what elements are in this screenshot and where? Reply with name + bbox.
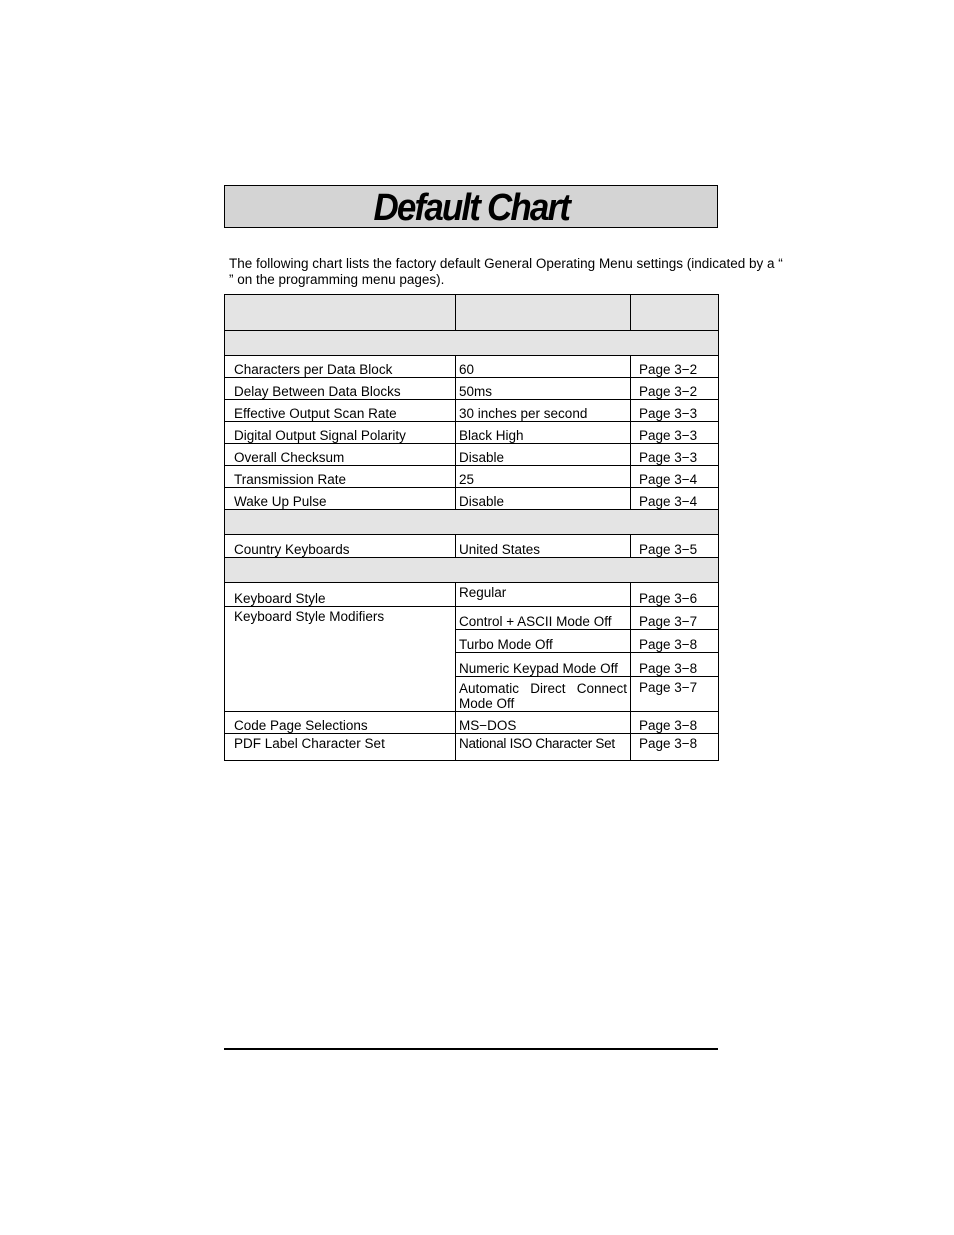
setting-value: Turbo Mode Off (456, 630, 631, 653)
setting-name: PDF Label Character Set (225, 734, 456, 761)
intro-before: The following chart lists the factory default General Operating Menu settings (indicated by a “ (229, 256, 783, 271)
page-ref: Page 3−5 (631, 535, 719, 558)
page-ref: Page 3−3 (631, 400, 719, 422)
section-row (225, 331, 719, 356)
section-label (225, 331, 719, 356)
setting-value: Automatic Direct Connect Mode Off (456, 677, 631, 712)
title-box (224, 185, 718, 228)
table-row (225, 356, 719, 378)
table-row (225, 734, 719, 761)
page-ref: Page 3−2 (631, 356, 719, 378)
setting-name: Country Keyboards (225, 535, 456, 558)
table-row (225, 488, 719, 510)
table-row (225, 444, 719, 466)
page-ref: Page 3−4 (631, 466, 719, 488)
header-cell (225, 295, 456, 331)
page-title: Default Chart (373, 186, 569, 229)
page-ref: Page 3−2 (631, 378, 719, 400)
setting-name: Effective Output Scan Rate (225, 400, 456, 422)
setting-value: National ISO Character Set (456, 734, 631, 761)
section-row (225, 558, 719, 583)
section-row (225, 510, 719, 535)
header-cell (631, 295, 719, 331)
setting-value: Control + ASCII Mode Off (456, 607, 631, 630)
setting-name: Characters per Data Block (225, 356, 456, 378)
intro-paragraph (229, 256, 783, 288)
table-row (225, 378, 719, 400)
table-row (225, 535, 719, 558)
setting-name: Keyboard Style (225, 583, 456, 607)
setting-name: Keyboard Style Modifiers (225, 607, 456, 712)
section-label (225, 558, 719, 583)
table-row (225, 712, 719, 734)
setting-value: Regular (456, 583, 631, 607)
setting-value: 60 (456, 356, 631, 378)
setting-value: 50ms (456, 378, 631, 400)
page-ref: Page 3−3 (631, 444, 719, 466)
setting-name: Overall Checksum (225, 444, 456, 466)
setting-name: Wake Up Pulse (225, 488, 456, 510)
table-row (225, 466, 719, 488)
page-ref: Page 3−8 (631, 712, 719, 734)
setting-value: 25 (456, 466, 631, 488)
intro-after: ” on the programming menu pages). (229, 272, 445, 287)
section-label (225, 510, 719, 535)
setting-value: Black High (456, 422, 631, 444)
setting-value: Disable (456, 488, 631, 510)
setting-value: 30 inches per second (456, 400, 631, 422)
setting-name: Code Page Selections (225, 712, 456, 734)
table-header-row (225, 295, 719, 331)
setting-name: Delay Between Data Blocks (225, 378, 456, 400)
header-cell (456, 295, 631, 331)
page-ref: Page 3−7 (631, 677, 719, 712)
table-row (225, 583, 719, 607)
default-chart-table (224, 294, 719, 761)
setting-value: MS−DOS (456, 712, 631, 734)
setting-value: United States (456, 535, 631, 558)
page-ref: Page 3−4 (631, 488, 719, 510)
table-row (225, 400, 719, 422)
page-ref: Page 3−8 (631, 653, 719, 677)
page-ref: Page 3−6 (631, 583, 719, 607)
page-ref: Page 3−3 (631, 422, 719, 444)
footer-rule (224, 1048, 718, 1050)
setting-value: Disable (456, 444, 631, 466)
page-ref: Page 3−7 (631, 607, 719, 630)
table-row (225, 607, 719, 630)
table-row (225, 422, 719, 444)
setting-name: Digital Output Signal Polarity (225, 422, 456, 444)
page-ref: Page 3−8 (631, 734, 719, 761)
setting-value: Numeric Keypad Mode Off (456, 653, 631, 677)
page-ref: Page 3−8 (631, 630, 719, 653)
setting-name: Transmission Rate (225, 466, 456, 488)
